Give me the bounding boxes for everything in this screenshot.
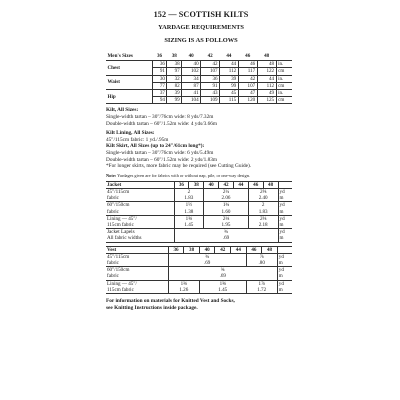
value-cell: 99	[220, 82, 239, 89]
value-cell: 41	[182, 90, 201, 97]
size-cell: 44	[226, 53, 232, 59]
size-cell: 42	[207, 53, 213, 59]
value-cell: 38	[167, 61, 182, 68]
value-cell: 44	[257, 75, 276, 82]
row-label: 60"/150cm fabric	[106, 202, 174, 215]
lining-section	[106, 130, 296, 143]
unit-cell: cm	[276, 97, 292, 104]
unit-cell: cm	[276, 68, 292, 75]
size-cell: 40	[204, 181, 219, 188]
table-row	[106, 280, 292, 293]
kilt-section	[106, 107, 296, 127]
value-cell: ⅞ .80	[246, 253, 277, 266]
unit-cell: yd m	[278, 215, 292, 228]
value-cell: 47	[238, 90, 257, 97]
size-cell: 46	[248, 181, 263, 188]
table-row	[106, 202, 292, 215]
row-label: Chest	[106, 61, 152, 75]
value-cell: 1⅝ 1.45	[199, 280, 246, 293]
lining-heading: Kilt Lining, All Sizes:	[106, 130, 155, 137]
value-cell: 42	[238, 75, 257, 82]
row-label: 60"/150cm fabric	[106, 267, 168, 280]
size-cell: 40	[188, 53, 194, 59]
value-cell: ¾ .69	[168, 253, 246, 266]
sizes-table	[106, 53, 292, 104]
size-cell: 46	[245, 53, 251, 59]
jacket-header-row	[106, 181, 292, 188]
value-cell: 97	[167, 68, 182, 75]
value-cell: 1½ 1.38	[174, 202, 204, 215]
unit-cell: yd m	[278, 188, 292, 201]
size-cell: 38	[184, 246, 200, 253]
skirt-section	[106, 143, 296, 169]
kilt-line: Double-width tartan – 60"/1.52m wide: 4 yds/3.66m	[106, 120, 218, 127]
value-cell: 104	[182, 97, 201, 104]
value-cell: 40	[182, 61, 201, 68]
page-title: 152 — SCOTTISH KILTS	[153, 10, 249, 19]
sizing-heading: SIZING IS AS FOLLOWS	[164, 37, 238, 44]
value-cell: 44	[220, 61, 239, 68]
value-cell: 49	[257, 90, 276, 97]
size-cell: 36	[174, 181, 189, 188]
vest-header-row	[106, 246, 292, 253]
unit-cell: in.	[276, 61, 292, 68]
table-row	[106, 229, 292, 242]
kilt-heading: Kilt, All Sizes:	[106, 107, 139, 114]
value-cell: 39	[220, 75, 239, 82]
table-row	[106, 75, 292, 82]
value-cell: 2⅝ 2.40	[248, 188, 278, 201]
table-row	[106, 215, 292, 228]
vest-label: Vest	[106, 246, 168, 253]
value-cell: 1⅞ 1.72	[246, 280, 277, 293]
yardage-note: Note: Yardages given are for fabrics with or without nap, pile, or one-way design.	[106, 172, 251, 178]
size-cell: 40	[199, 246, 215, 253]
value-cell: 39	[167, 90, 182, 97]
value-cell: 122	[257, 68, 276, 75]
value-cell: 2 1.83	[174, 188, 204, 201]
value-cell: 37	[152, 90, 167, 97]
row-label: Waist	[106, 75, 152, 89]
value-cell: 107	[201, 68, 220, 75]
size-cell: 36	[168, 246, 184, 253]
value-cell: 120	[238, 97, 257, 104]
skirt-line: Single-width tartan – 30"/76cm wide: 6 yds/5.49m	[106, 149, 214, 156]
value-cell: 36	[152, 61, 167, 68]
value-cell: 115	[220, 97, 239, 104]
value-cell: 45	[220, 90, 239, 97]
value-cell: 112	[257, 82, 276, 89]
value-cell: 30	[152, 75, 167, 82]
value-cell: 107	[238, 82, 257, 89]
value-cell: 32	[167, 75, 182, 82]
size-cell: 48	[264, 53, 270, 59]
value-cell: 1⅝ 1.45	[174, 215, 204, 228]
unit-cell: in.	[276, 75, 292, 82]
value-cell: ¾ .69	[168, 267, 277, 280]
section-subtitle: YARDAGE REQUIREMENTS	[158, 24, 244, 31]
size-cell: 48	[262, 246, 278, 253]
row-label: Lining — 45"/ 115cm fabric	[106, 280, 168, 293]
skirt-heading: Kilt Skirt, All Sizes (up to 24"/61cm long*):	[106, 143, 205, 150]
value-cell: 77	[152, 82, 167, 89]
size-cell: 42	[215, 246, 231, 253]
value-cell: 42	[201, 61, 220, 68]
unit-cell: yd m	[278, 229, 292, 242]
value-cell: 112	[220, 68, 239, 75]
size-cell: 48	[263, 181, 278, 188]
size-cell: 46	[246, 246, 262, 253]
value-cell: 48	[257, 61, 276, 68]
row-label: 45"/115cm fabric	[106, 253, 168, 266]
value-cell: 2 1.83	[248, 202, 278, 215]
value-cell: 46	[238, 61, 257, 68]
size-cell: 38	[189, 181, 204, 188]
table-row	[106, 61, 292, 68]
value-cell: 87	[182, 82, 201, 89]
value-cell: 43	[201, 90, 220, 97]
sizes-header-row	[106, 53, 292, 61]
unit-cell: yd m	[277, 267, 292, 280]
size-cell: 42	[219, 181, 234, 188]
row-label: Jacket Lapels All fabric widths	[106, 229, 174, 242]
value-cell: 99	[167, 97, 182, 104]
size-cell: 38	[171, 53, 177, 59]
unit-cell: yd m	[277, 280, 292, 293]
value-cell: 1⅜ 1.26	[168, 280, 199, 293]
size-cell: 44	[233, 181, 248, 188]
table-row	[106, 253, 292, 266]
jacket-table	[106, 181, 292, 243]
table-row	[106, 188, 292, 201]
kilt-line: Single-width tartan – 30"/76cm wide: 8 yds/7.32m	[106, 114, 214, 121]
value-cell: 125	[257, 97, 276, 104]
sizes-label: Men's Sizes	[107, 53, 133, 59]
row-label: Lining — 45"/ 115cm fabric	[106, 215, 174, 228]
lining-line: 45"/115cm fabric: 1 yd./.95m	[106, 136, 169, 143]
skirt-footnote: *For longer skirts, more fabric may be required (see Cutting Guide).	[106, 163, 252, 170]
unit-cell: cm	[276, 82, 292, 89]
unit-cell: yd m	[278, 202, 292, 215]
jacket-label: Jacket	[106, 181, 174, 188]
table-row	[106, 267, 292, 280]
value-cell: 34	[182, 75, 201, 82]
knitting-info: For information on materials for Knitted Vest and Socks, see Knitting Instructions inside package.	[106, 298, 235, 311]
size-cell: 36	[156, 53, 163, 59]
value-cell: 36	[201, 75, 220, 82]
unit-cell: in.	[276, 90, 292, 97]
skirt-line: Double-width tartan – 60"/1.52m wide: 2 yds/1.83m	[106, 156, 218, 163]
value-cell: 2⅛ 1.95	[204, 215, 249, 228]
row-label: Hip	[106, 90, 152, 104]
row-label: 45"/115cm fabric	[106, 188, 174, 201]
value-cell: 117	[238, 68, 257, 75]
value-cell: 91	[201, 82, 220, 89]
vest-table	[106, 246, 292, 294]
value-cell: 2¼ 2.06	[204, 188, 249, 201]
value-cell: 94	[152, 97, 167, 104]
yardage-sheet	[106, 10, 296, 311]
value-cell: 1¾ 1.60	[204, 202, 249, 215]
table-row	[106, 90, 292, 97]
unit-cell: yd m	[277, 253, 292, 266]
value-cell: 2⅜ 2.18	[248, 215, 278, 228]
value-cell: 82	[167, 82, 182, 89]
size-cell: 44	[231, 246, 247, 253]
value-cell: 91	[152, 68, 167, 75]
value-cell: 102	[182, 68, 201, 75]
value-cell: 109	[201, 97, 220, 104]
value-cell: ¾ .69	[174, 229, 278, 242]
